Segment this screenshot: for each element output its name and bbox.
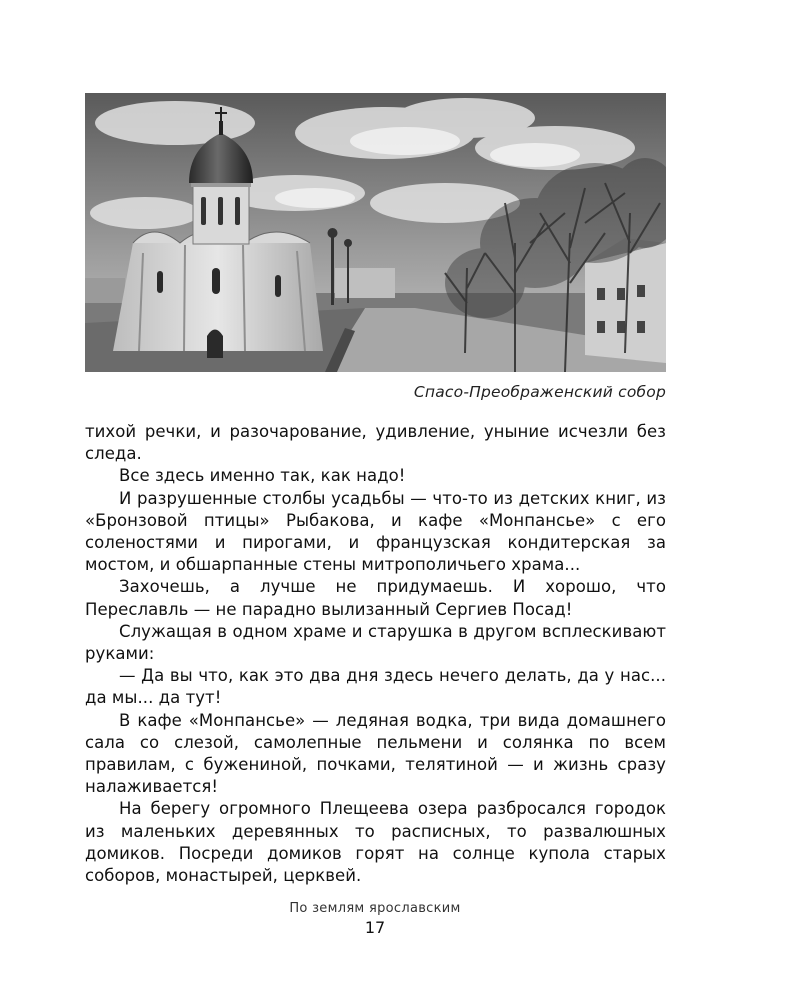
paragraph: На берегу огромного Плещеева озера разбросался городок из маленьких деревянных то расписных, то развалюшных домиков. Посреди домиков горят на солнце купола старых соборов, монастырей, церквей. — [85, 799, 666, 886]
paragraph: Все здесь именно так, как надо! — [119, 466, 406, 486]
paragraph: И разрушенные столбы усадьбы — что-то из детских книг, из «Бронзовой птицы» Рыбакова, и кафе «Монпансье» с его соленостями и пирогами, и французская кондитерская за мостом, и обшарпанные стены митрополичьего храма... — [85, 488, 666, 575]
body-text — [85, 421, 666, 887]
photo-caption: Спасо-Преображенский собор — [413, 383, 666, 401]
paragraph: тихой речки, и разочарование, удивление, уныние исчезли без следа. — [85, 422, 666, 464]
church-photo — [85, 93, 666, 372]
paragraph: — Да вы что, как это два дня здесь нечего делать, да у нас... да мы... да тут! — [85, 666, 666, 708]
running-title: По землям ярославским — [289, 901, 461, 916]
church-illustration — [85, 93, 666, 372]
paragraph: Захочешь, а лучше не придумаешь. И хорошо, что Переславль — не парадно вылизанный Сергиев Посад! — [85, 577, 666, 619]
paragraph: Служащая в одном храме и старушка в другом всплескивают руками: — [85, 621, 666, 664]
page-number: 17 — [364, 918, 386, 937]
paragraph: В кафе «Монпансье» — ледяная водка, три вида домашнего сала со слезой, самолепные пельмени и солянка по всем правилам, с бужениной, почками, телятиной — и жизнь сразу налаживается! — [85, 710, 666, 797]
